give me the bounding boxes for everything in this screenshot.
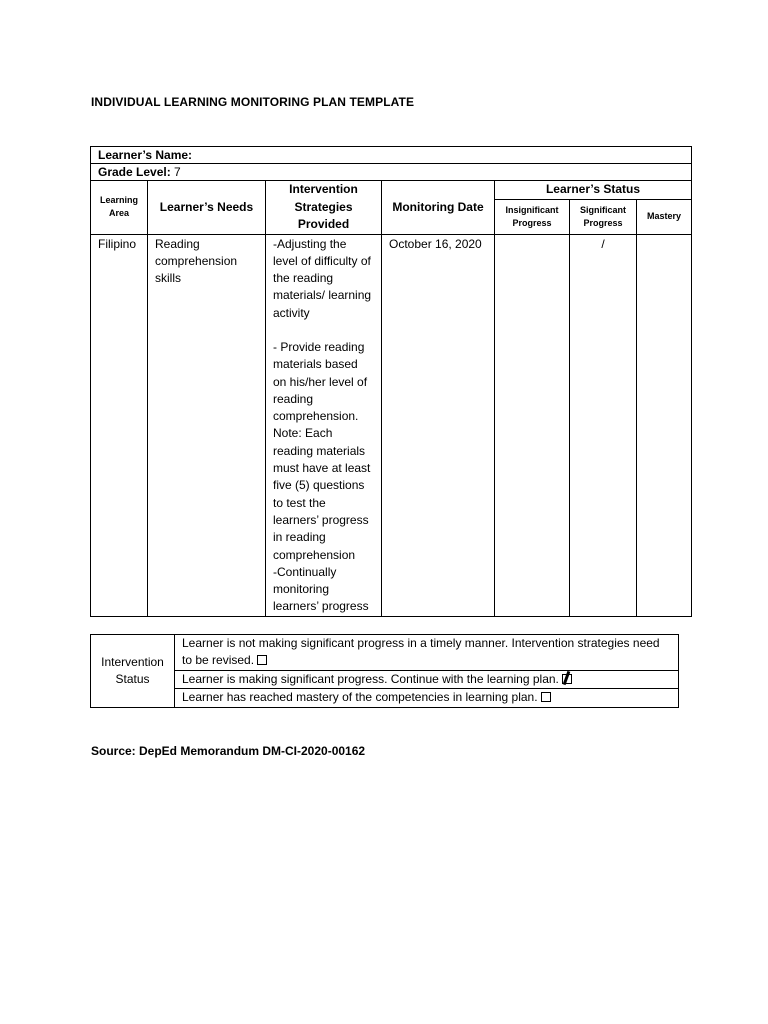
- status-option-row: [91, 635, 679, 671]
- grade-level-row: [91, 164, 692, 181]
- table-row: [91, 234, 692, 616]
- intervention-status-table: [90, 634, 679, 708]
- header-intervention-strategies: Intervention Strategies Provided: [266, 181, 382, 235]
- strategy-3: -Continually monitoring learners’ progress: [273, 564, 369, 614]
- header-insignificant-progress: Insignificant Progress: [495, 199, 570, 234]
- status-option-row: [91, 671, 679, 689]
- strategy-1: -Adjusting the level of difficulty of the reading materials/ learning activity: [273, 236, 372, 320]
- cell-mastery: [637, 234, 692, 616]
- header-mastery: Mastery: [637, 199, 692, 234]
- status-option-text: Learner is making significant progress. Continue with the learning plan.: [182, 672, 559, 686]
- status-option-text: Learner has reached mastery of the competencies in learning plan.: [182, 690, 538, 705]
- page-title: INDIVIDUAL LEARNING MONITORING PLAN TEMPLATE: [91, 95, 415, 109]
- learner-name-row: [91, 147, 692, 164]
- header-learners-needs: Learner’s Needs: [148, 181, 266, 235]
- intervention-status-label: Intervention Status: [91, 635, 175, 708]
- header-row-1: [91, 181, 692, 200]
- status-option-revise: [175, 635, 679, 671]
- checkbox-revise[interactable]: [257, 655, 267, 665]
- cell-insignificant-progress: [495, 234, 570, 616]
- grade-level-label: Grade Level:: [98, 165, 171, 179]
- learning-plan-table: [90, 146, 692, 617]
- cell-intervention-strategies: [266, 234, 382, 616]
- cell-significant-progress: /: [570, 234, 637, 616]
- cell-learners-needs: Reading comprehension skills: [148, 234, 266, 616]
- strategy-2: - Provide reading materials based on his/her level of reading comprehension. Note: Each reading materials must have at least five (5) questions to test the learners’ progress in reading comprehension: [273, 339, 371, 562]
- cell-monitoring-date: October 16, 2020: [382, 234, 495, 616]
- cell-learning-area: Filipino: [91, 234, 148, 616]
- status-option-row: [91, 689, 679, 707]
- status-option-text: Learner is not making significant progress in a timely manner. Intervention strategies need to be revised.: [182, 636, 660, 668]
- header-monitoring-date: Monitoring Date: [382, 181, 495, 235]
- header-learners-status: Learner’s Status: [495, 181, 692, 200]
- checkbox-mastery[interactable]: [541, 692, 551, 702]
- header-significant-progress: Significant Progress: [570, 199, 637, 234]
- source-citation: Source: DepEd Memorandum DM-CI-2020-00162: [91, 744, 366, 758]
- header-learning-area: Learning Area: [91, 181, 148, 235]
- status-option-mastery: [175, 689, 679, 707]
- grade-level-cell: [91, 164, 692, 181]
- learner-name-label: Learner’s Name:: [91, 147, 692, 164]
- status-option-continue: [175, 671, 679, 689]
- checkbox-continue-checked[interactable]: [562, 674, 572, 684]
- grade-level-value: 7: [174, 165, 181, 179]
